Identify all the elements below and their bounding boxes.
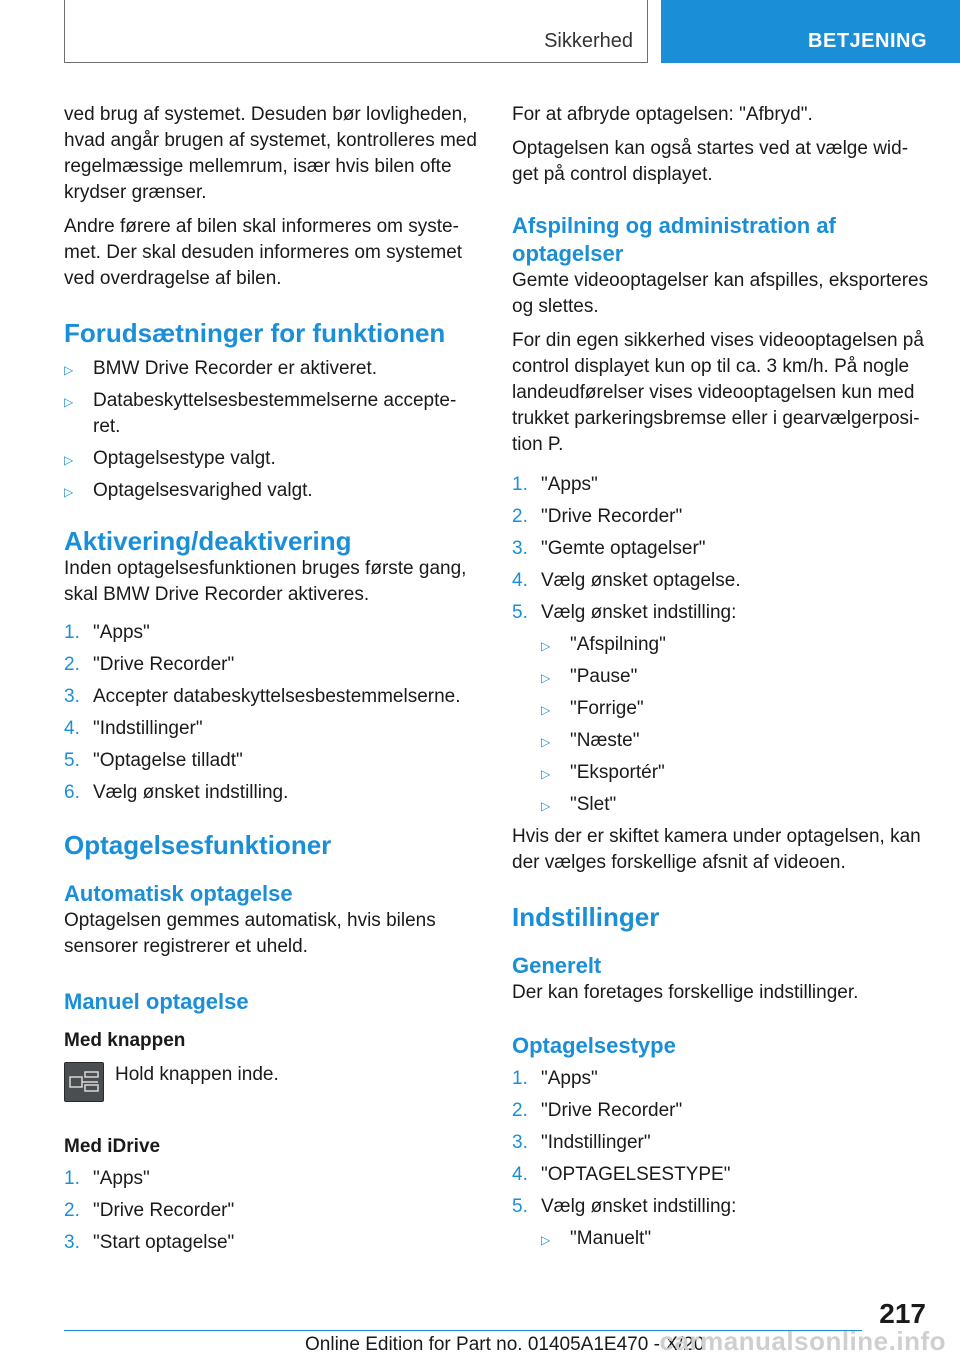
list-item: 1. "Apps" <box>512 1068 598 1089</box>
triangle-right-icon: ▷ <box>64 485 74 499</box>
paragraph: Andre førere af bilen skal informeres om syste‐met. Der skal desuden informeres om systemet ved overdragelse af bilen. <box>64 216 463 289</box>
triangle-right-icon: ▷ <box>541 735 551 749</box>
option-list <box>512 632 930 818</box>
list-item: 2. "Drive Recorder" <box>64 1200 235 1221</box>
step-list-afspilning <box>512 472 930 626</box>
heading-optagelsesfunktioner: Optagelsesfunktioner <box>64 830 332 860</box>
heading-med-idrive: Med iDrive <box>64 1136 161 1157</box>
right-column <box>512 102 930 1258</box>
button-instruction-text: Hold knappen inde. <box>115 1064 279 1085</box>
list-item: 4. "OPTAGELSESTYPE" <box>512 1164 731 1185</box>
list-item: 2. "Drive Recorder" <box>512 506 683 527</box>
paragraph: Gemte videooptagelser kan afspilles, eksporteres og slettes. <box>512 270 929 317</box>
list-item: 5. Vælg ønsket indstilling: <box>512 602 737 623</box>
type-option-list <box>512 1226 930 1252</box>
paragraph: ved brug af systemet. Desuden bør lovligheden, hvad angår brugen af systemet, kontrolleres med regelmæssige mellemrum, især hvis bilen ofte krydser grænser. <box>64 104 477 203</box>
list-item: 3. "Start optagelse" <box>64 1232 235 1253</box>
page-number: 217 <box>879 1298 926 1329</box>
triangle-right-icon: ▷ <box>541 639 551 653</box>
list-item: ▷ "Næste" <box>541 728 930 754</box>
list-item: ▷ "Forrige" <box>541 696 930 722</box>
left-column <box>64 102 482 1262</box>
triangle-right-icon: ▷ <box>541 767 551 781</box>
heading-generelt: Generelt <box>512 953 602 978</box>
list-item: 3. "Gemte optagelser" <box>512 538 706 559</box>
triangle-right-icon: ▷ <box>541 799 551 813</box>
paragraph: Optagelsen kan også startes ved at vælge wid‐get på control displayet. <box>512 138 909 185</box>
heading-automatisk: Automatisk optagelse <box>64 881 293 906</box>
header-section-title: Sikkerhed <box>544 30 633 52</box>
paragraph: Optagelsen gemmes automatisk, hvis bilens sensorer registrerer et uheld. <box>64 910 436 957</box>
list-item: ▷ Optagelsestype valgt. <box>64 446 482 472</box>
list-item: ▷ "Afspilning" <box>541 632 930 658</box>
list-item: 3. Accepter databeskyttelsesbestemmelserne. <box>64 686 461 707</box>
list-item: 6. Vælg ønsket indstilling. <box>64 782 289 803</box>
list-item: ▷ Databeskyttelsesbestemmelserne accepte‐ret. <box>64 390 457 437</box>
paragraph: Der kan foretages forskellige indstillinger. <box>512 982 859 1003</box>
list-item: 4. Vælg ønsket optagelse. <box>512 570 741 591</box>
list-item: ▷ "Pause" <box>541 664 930 690</box>
list-item: 1. "Apps" <box>64 622 150 643</box>
list-item: ▷ Optagelsesvarighed valgt. <box>64 478 482 504</box>
list-item: 1. "Apps" <box>64 1168 150 1189</box>
footer-edition: Online Edition for Part no. 01405A1E470 - X/20 <box>305 1334 705 1355</box>
heading-med-knappen: Med knappen <box>64 1030 186 1051</box>
step-list-aktivering <box>64 620 482 806</box>
list-item: ▷ "Slet" <box>541 792 930 818</box>
list-item: 5. Vælg ønsket indstilling: <box>512 1196 737 1217</box>
header-chapter-title: BETJENING <box>808 30 927 52</box>
list-item: 3. "Indstillinger" <box>512 1132 651 1153</box>
list-item: ▷ "Eksportér" <box>541 760 930 786</box>
heading-optagelsestype: Optagelsestype <box>512 1033 676 1058</box>
triangle-right-icon: ▷ <box>64 453 74 467</box>
requirement-list <box>64 356 482 504</box>
paragraph: For at afbryde optagelsen: "Afbryd". <box>512 104 813 125</box>
triangle-right-icon: ▷ <box>541 671 551 685</box>
paragraph: Hvis der er skiftet kamera under optagelsen, kan der vælges forskellige afsnit af videoen. <box>512 826 921 873</box>
step-list-optagelsestype <box>512 1066 930 1220</box>
list-item: 2. "Drive Recorder" <box>512 1100 683 1121</box>
header-chapter-tab[interactable] <box>661 0 960 63</box>
heading-indstillinger: Indstillinger <box>512 902 660 932</box>
watermark: carmanualsonline.info <box>659 1326 946 1356</box>
list-item: ▷ "Manuelt" <box>541 1226 930 1252</box>
record-button-icon <box>64 1062 104 1102</box>
paragraph: Inden optagelsesfunktionen bruges første gang, skal BMW Drive Recorder aktiveres. <box>64 558 467 605</box>
step-list-idrive <box>64 1166 482 1256</box>
list-item: 2. "Drive Recorder" <box>64 654 235 675</box>
triangle-right-icon: ▷ <box>541 703 551 717</box>
button-instruction <box>64 1062 482 1106</box>
heading-aktivering: Aktivering/deaktivering <box>64 526 352 556</box>
list-item: ▷ BMW Drive Recorder er aktiveret. <box>64 356 482 382</box>
list-item: 1. "Apps" <box>512 474 598 495</box>
triangle-right-icon: ▷ <box>64 363 74 377</box>
heading-manuel: Manuel optagelse <box>64 989 249 1014</box>
header-section-box <box>64 0 648 63</box>
triangle-right-icon: ▷ <box>541 1233 551 1247</box>
heading-forudsaetninger: Forudsætninger for funktionen <box>64 318 446 348</box>
heading-afspilning: Afspilning og administration af optagelser <box>512 213 836 266</box>
paragraph: For din egen sikkerhed vises videooptagelsen på control displayet kun op til ca. 3 km/h. På nogle landeudførelser vises videooptagelsen kun med trukket parkeringsbremse eller i gearvælgerposi‐tion P. <box>512 330 924 455</box>
triangle-right-icon: ▷ <box>64 395 74 409</box>
list-item: 5. "Optagelse tilladt" <box>64 750 243 771</box>
list-item: 4. "Indstillinger" <box>64 718 203 739</box>
